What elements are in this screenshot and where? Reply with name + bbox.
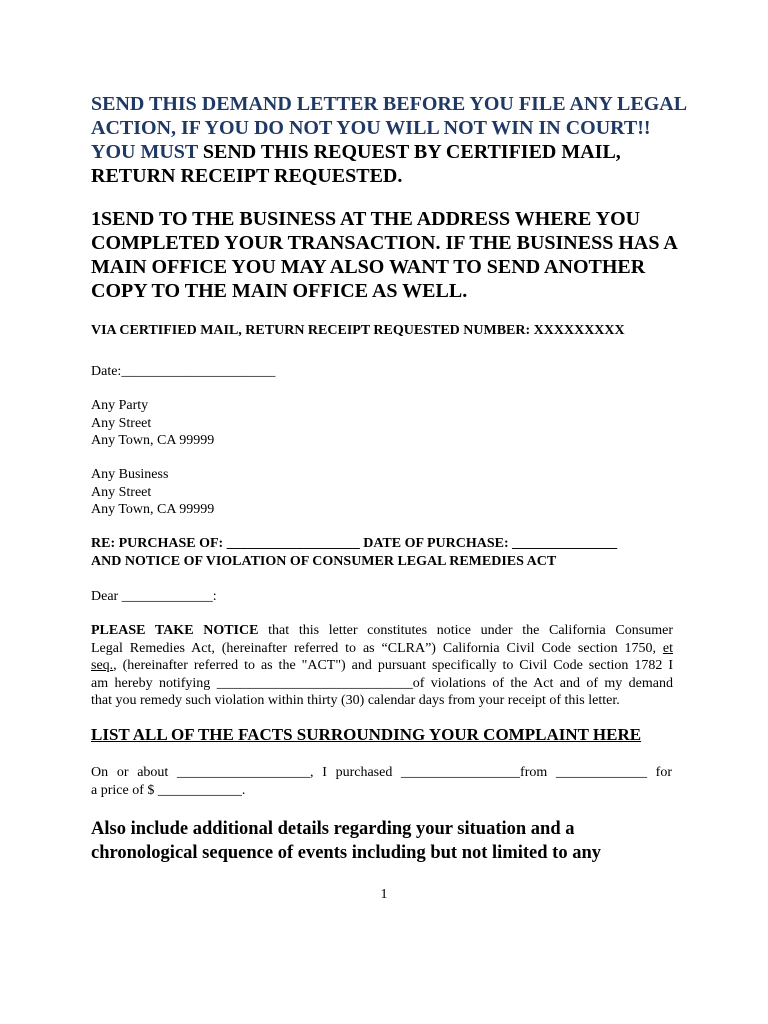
recipient-address: [91, 466, 691, 519]
facts-line-2: a price of $ ____________.: [91, 782, 246, 798]
notice-line-4: am hereby notifying ____________________________of violations of the Act and of my demand: [91, 675, 673, 691]
recipient-city: Any Town, CA 99999: [91, 502, 215, 517]
additional-details-paragraph: Also include additional details regarding your situation and a chronological sequence of events including but not limited to any: [91, 819, 601, 863]
sender-name: Any Party: [91, 398, 149, 413]
seq-text: seq.: [91, 658, 114, 673]
recipient-name: Any Business: [91, 467, 169, 482]
sender-address: [91, 397, 691, 450]
re-purchase-line: RE: PURCHASE OF: ___________________ DATE OF PURCHASE: _______________: [91, 536, 618, 551]
sender-city: Any Town, CA 99999: [91, 433, 215, 448]
notice-paragraph: [91, 622, 673, 710]
facts-paragraph: [91, 764, 672, 799]
facts-heading: LIST ALL OF THE FACTS SURROUNDING YOUR COMPLAINT HERE: [91, 725, 642, 744]
date-line: Date:______________________: [91, 364, 276, 379]
notice-line-3: , (hereinafter referred to as the "ACT") and pursuant specifically to Civil Code section 1782 I: [113, 658, 673, 673]
recipient-street: Any Street: [91, 484, 152, 500]
certified-mail-instruction: SEND THIS REQUEST BY CERTIFIED MAIL, RETURN RECEIPT REQUESTED.: [91, 141, 621, 187]
notice-line-1: that this letter constitutes notice under the California Consumer: [258, 623, 673, 638]
notice-line-5: that you remedy such violation within thirty (30) calendar days from your receipt of this letter.: [91, 693, 620, 708]
sender-street: Any Street: [91, 415, 152, 431]
notice-line-2: Legal Remedies Act, (hereinafter referred to as “CLRA”) California Civil Code section 1750,: [91, 640, 663, 656]
send-instruction-paragraph: 1SEND TO THE BUSINESS AT THE ADDRESS WHERE YOU COMPLETED YOUR TRANSACTION. IF THE BUSINESS HAS A MAIN OFFICE YOU MAY ALSO WANT TO SEND ANOTHER COPY TO THE MAIN OFFICE AS WELL.: [91, 208, 677, 302]
notice-lead: PLEASE TAKE NOTICE: [91, 623, 259, 638]
via-certified-mail-line: VIA CERTIFIED MAIL, RETURN RECEIPT REQUESTED NUMBER: XXXXXXXXX: [91, 323, 625, 338]
re-notice-line: AND NOTICE OF VIOLATION OF CONSUMER LEGAL REMEDIES ACT: [91, 553, 557, 569]
facts-line-1: On or about ___________________, I purchased _________________from _____________ for: [91, 765, 672, 780]
warning-text: SEND THIS DEMAND LETTER BEFORE YOU FILE ANY LEGAL ACTION, IF YOU DO NOT YOU WILL NOT WIN IN COURT!! YOU MUST: [91, 93, 686, 163]
et-text: et: [662, 640, 673, 656]
page-number: 1: [380, 887, 388, 902]
salutation: Dear _____________:: [91, 589, 217, 604]
re-block: [91, 535, 691, 570]
warning-paragraph: [91, 92, 691, 188]
